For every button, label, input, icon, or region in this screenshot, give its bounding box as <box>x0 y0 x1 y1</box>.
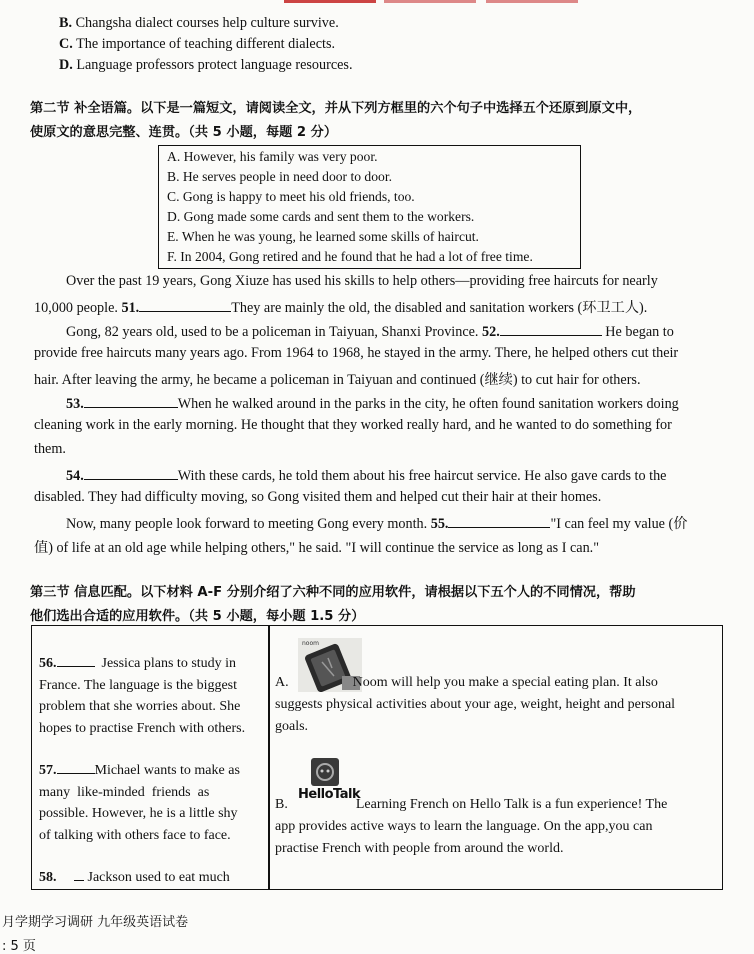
box-option-f: F. In 2004, Gong retired and he found that he had a lot of free time. <box>167 249 533 264</box>
matching-table <box>31 625 723 890</box>
question-number: 52. <box>482 324 500 340</box>
person-56 <box>39 652 263 739</box>
passage-line <box>34 297 647 317</box>
box-option-b: B. He serves people in need door to door. <box>167 169 393 184</box>
person-text: possible. However, he is a little shy <box>39 806 238 821</box>
option-letter: C. <box>59 36 73 52</box>
question-number: 57. <box>39 763 57 778</box>
hellotalk-app-icon <box>311 758 339 786</box>
person-text: of talking with others face to face. <box>39 827 231 843</box>
person-text: Michael wants to make as <box>94 763 240 778</box>
passage-text: 10,000 people. <box>34 300 122 316</box>
option-text: Language professors protect language resources. <box>76 57 353 73</box>
passage-line: cleaning work in the early morning. He thought that they worked really hard, and he wanted to do something for <box>34 417 672 433</box>
section3-title-line1: 第三节 信息匹配。以下材料 A-F 分别介绍了六种不同的应用软件，请根据以下五个人的不同情况，帮助 <box>30 585 636 600</box>
person-57 <box>39 759 263 846</box>
answer-blank[interactable] <box>84 465 178 480</box>
section2-title-line2: 使原文的意思完整、连贯。（共 5 小题，每题 2 分） <box>30 125 338 140</box>
hellotalk-logo-text: HelloTalk <box>298 787 361 802</box>
passage-text: "I can feel my value (价 <box>550 516 688 532</box>
answer-blank[interactable] <box>74 866 84 881</box>
app-text: practise French with people from around the world. <box>275 841 564 856</box>
question-number: 56. <box>39 656 57 671</box>
section3-title-line2: 他们选出合适的应用软件。（共 5 小题，每小题 1.5 分） <box>30 609 365 624</box>
option-d-line <box>59 57 353 74</box>
app-letter: A. <box>275 675 289 690</box>
person-text: Jessica plans to study in <box>101 656 237 671</box>
answer-blank[interactable] <box>84 393 178 408</box>
passage-line: disabled. They had difficulty moving, so Gong visited them and helped cut their hair at their homes. <box>34 489 602 505</box>
person-text: many like-minded friends as <box>39 784 210 800</box>
passage-line <box>66 321 674 341</box>
passage-line: hair. After leaving the army, he became a policeman in Taiyuan and continued (继续) to cut hair for others. <box>34 372 641 388</box>
answer-blank[interactable] <box>57 652 95 667</box>
section2-title-line1: 第二节 补全语篇。以下是一篇短文，请阅读全文，并从下列方框里的六个句子中选择五个还原到原文中， <box>30 101 642 116</box>
passage-line: Over the past 19 years, Gong Xiuze has used his skills to help others—providing free haircuts for nearly <box>66 273 658 289</box>
app-text: goals. <box>275 719 309 734</box>
passage-line <box>66 465 666 485</box>
option-text: Changsha dialect courses help culture survive. <box>75 15 339 31</box>
question-number: 54. <box>66 468 84 484</box>
footer-exam-name: 月学期学习调研 九年级英语试卷 <box>2 915 189 930</box>
person-text: problem that she worries about. She <box>39 699 241 714</box>
passage-line: 值) of life at an old age while helping others," he said. "I will continue the service as long as I can." <box>34 540 599 556</box>
option-letter: B. <box>59 15 73 31</box>
app-text: app provides active ways to learn the language. On the app,you can <box>275 819 653 834</box>
person-text: Jackson used to eat much <box>87 870 230 885</box>
footer-page-number: : 5 页 <box>2 939 36 954</box>
question-number: 55. <box>430 516 449 532</box>
section3-title <box>30 581 730 629</box>
section2-title <box>30 97 730 145</box>
passage-text: They are mainly the old, the disabled and sanitation workers (环卫工人). <box>231 300 648 316</box>
app-text: suggests physical activities about your age, weight, height and personal <box>275 697 676 712</box>
passage-text: He began to <box>601 324 674 340</box>
box-option-e: E. When he was young, he learned some skills of haircut. <box>167 229 479 244</box>
app-a-description <box>275 672 715 738</box>
passage-text: With these cards, he told them about his free haircut service. He also gave cards to the <box>177 468 667 484</box>
app-letter: B. <box>275 797 288 812</box>
option-c-line <box>59 36 335 53</box>
passage-text: Now, many people look forward to meeting Gong every month. <box>66 516 431 532</box>
person-text: France. The language is the biggest <box>39 677 238 693</box>
app-b-description <box>275 794 715 860</box>
option-letter: D. <box>59 57 73 73</box>
passage-text: Gong, 82 years old, used to be a policeman in Taiyuan, Shanxi Province. <box>66 324 483 340</box>
answer-blank[interactable] <box>139 297 231 312</box>
noom-logo-text: noom <box>302 640 319 647</box>
box-option-a: A. However, his family was very poor. <box>167 149 378 164</box>
option-text: The importance of teaching different dialects. <box>76 36 336 52</box>
passage-line <box>66 393 679 413</box>
answer-blank[interactable] <box>500 321 602 336</box>
person-text: hopes to practise French with others. <box>39 720 246 736</box>
passage-line <box>66 513 687 533</box>
question-number: 51. <box>121 300 140 316</box>
passage-line: them. <box>34 441 66 457</box>
person-58 <box>39 866 263 889</box>
options-box <box>158 145 581 269</box>
box-option-d: D. Gong made some cards and sent them to the workers. <box>167 209 475 224</box>
passage-text: When he walked around in the parks in the city, he often found sanitation workers doing <box>177 396 679 412</box>
question-number: 58. <box>39 870 57 885</box>
question-number: 53. <box>66 396 84 412</box>
box-option-c: C. Gong is happy to meet his old friends, too. <box>167 189 415 204</box>
answer-blank[interactable] <box>448 513 550 528</box>
option-b-line <box>59 15 339 32</box>
table-divider <box>268 626 270 889</box>
answer-blank[interactable] <box>57 759 95 774</box>
app-text: Noom will help you make a special eating plan. It also <box>352 675 658 690</box>
top-edge-marks <box>0 0 754 5</box>
passage-line: provide free haircuts many years ago. From 1964 to 1968, he stayed in the army. There, he helped others cut their <box>34 345 679 361</box>
app-text: Learning French on Hello Talk is a fun experience! The <box>355 797 668 812</box>
